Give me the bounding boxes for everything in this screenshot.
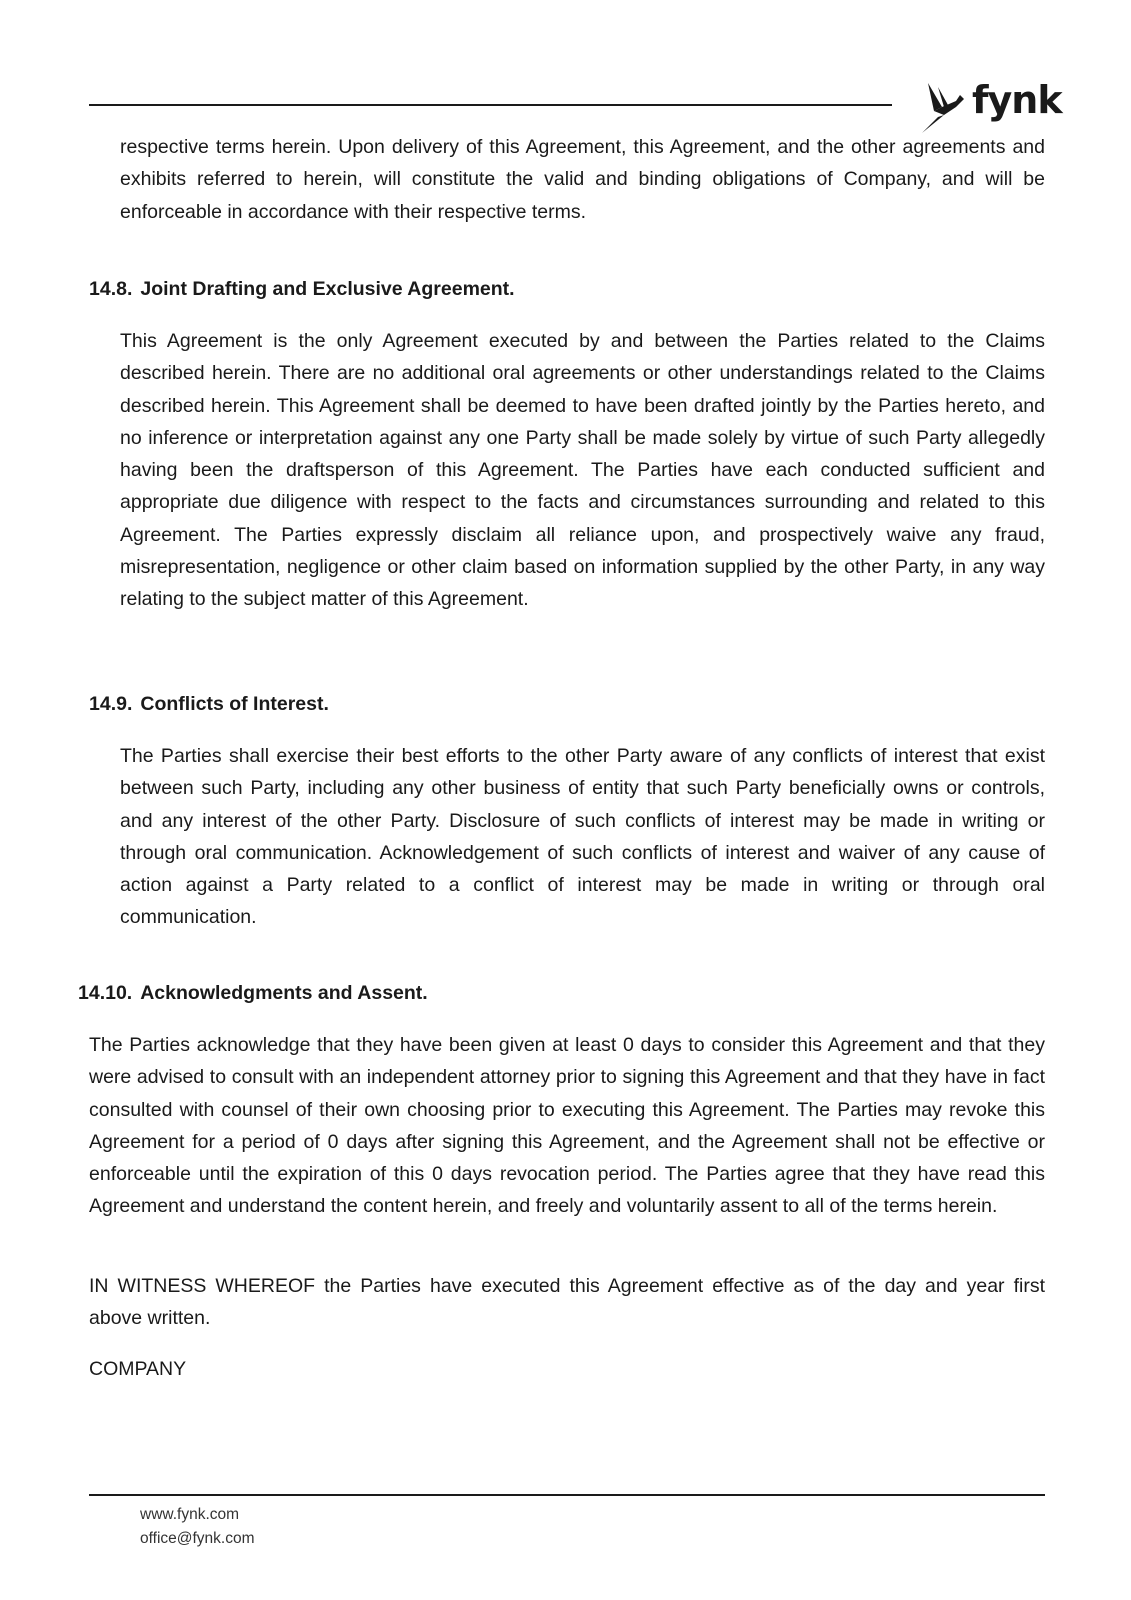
section-number: 14.9. xyxy=(89,693,133,715)
header-rule xyxy=(89,104,892,106)
section-body: The Parties shall exercise their best efforts to the other Party aware of any conflicts of interest that exist between such Party, including any other business of entity that such Party beneficially owns or controls, and any interest of the other Party. Disclosure of such conflicts of interest may be made in writing or through oral communication. Acknowledgement of such conflicts of interest and waiver of any cause of action against a Party related to a conflict of interest may be made in writing or through oral communication. xyxy=(120,745,1045,929)
footer-email: office@fynk.com xyxy=(140,1530,255,1547)
section-number: 14.10. xyxy=(78,982,133,1004)
signature-party-label: COMPANY xyxy=(89,1358,187,1380)
witness-paragraph: IN WITNESS WHEREOF the Parties have executed this Agreement effective as of the day and year first above written. xyxy=(89,1275,1045,1330)
footer-website: www.fynk.com xyxy=(140,1506,240,1523)
section-body: The Parties acknowledge that they have been given at least 0 days to consider this Agreement and that they were advised to consult with an independent attorney prior to signing this Agreement and that they have in fact consulted with counsel of their own choosing prior to executing this Agreement. The Parties may revoke this Agreement for a period of 0 days after signing this Agreement, and the Agreement shall not be effective or enforceable until the expiration of this 0 days revocation period. The Parties agree that they have read this Agreement and understand the content herein, and freely and voluntarily assent to all of the terms herein. xyxy=(89,1034,1045,1218)
section-title: Conflicts of Interest. xyxy=(140,693,329,715)
bird-logo-icon xyxy=(920,81,970,133)
section-title: Joint Drafting and Exclusive Agreement. xyxy=(140,278,515,300)
section-heading xyxy=(78,981,428,1005)
section-title: Acknowledgments and Assent. xyxy=(140,982,428,1004)
section-heading xyxy=(89,692,329,716)
brand-name: fynk xyxy=(972,78,1062,122)
footer-rule xyxy=(89,1494,1045,1496)
section-number: 14.8. xyxy=(89,278,133,300)
section-body: This Agreement is the only Agreement executed by and between the Parties related to the Claims described herein. There are no additional oral agreements or other understandings related to the Claims described herein. This Agreement shall be deemed to have been drafted jointly by the Parties hereto, and no inference or interpretation against any one Party shall be made solely by virtue of such Party allegedly having been the draftsperson of this Agreement. The Parties have each conducted sufficient and appropriate due diligence with respect to the facts and circumstances surrounding and related to this Agreement. The Parties expressly disclaim all reliance upon, and prospectively waive any fraud, misrepresentation, negligence or other claim based on information supplied by the other Party, in any way relating to the subject matter of this Agreement. xyxy=(120,330,1045,611)
brand-logo xyxy=(920,78,1062,134)
intro-paragraph: respective terms herein. Upon delivery of this Agreement, this Agreement, and the other agreements and exhibits referred to herein, will constitute the valid and binding obligations of Company, and will be enforceable in accordance with their respective terms. xyxy=(120,136,1045,223)
section-heading xyxy=(89,277,515,301)
